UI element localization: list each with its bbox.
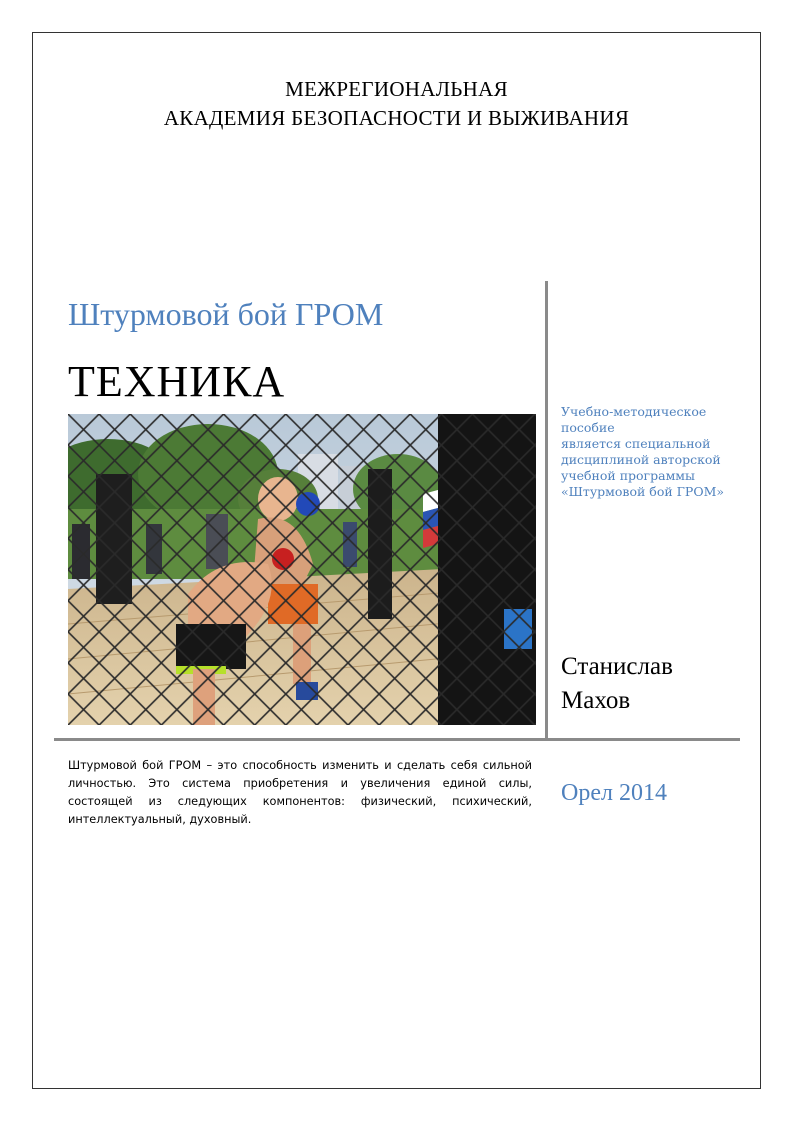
imprint-city-year: Орел 2014 [561, 780, 667, 806]
book-subtitle: Штурмовой бой ГРОМ [68, 296, 384, 332]
side-note-line: учебной программы [561, 468, 695, 483]
side-note-line: дисциплиной авторской [561, 452, 721, 467]
side-note-line: является специальной [561, 436, 711, 451]
side-note-line: «Штурмовой бой ГРОМ» [561, 484, 725, 499]
side-note-line: пособие [561, 420, 615, 435]
cover-photo-cage-fight [68, 414, 536, 725]
vertical-divider [545, 281, 548, 741]
author-first-name: Станислав [561, 653, 673, 680]
author-last-name: Махов [561, 687, 631, 714]
organization-name-line-1: МЕЖРЕГИОНАЛЬНАЯ [285, 77, 508, 101]
book-title: ТЕХНИКА [68, 357, 286, 406]
side-note [561, 404, 741, 500]
side-note-line: Учебно-методическое [561, 404, 707, 419]
horizontal-divider [54, 738, 740, 741]
book-description: Штурмовой бой ГРОМ – это способность изменить и сделать себя сильной личностью. Это система приобретения и увеличения единой силы, состоящей из следующих компонентов: физический, психический, интеллектуальный, духовный. [68, 759, 532, 826]
organization-name-line-2: АКАДЕМИЯ БЕЗОПАСНОСТИ И ВЫЖИВАНИЯ [163, 106, 630, 130]
author-name [561, 650, 673, 718]
